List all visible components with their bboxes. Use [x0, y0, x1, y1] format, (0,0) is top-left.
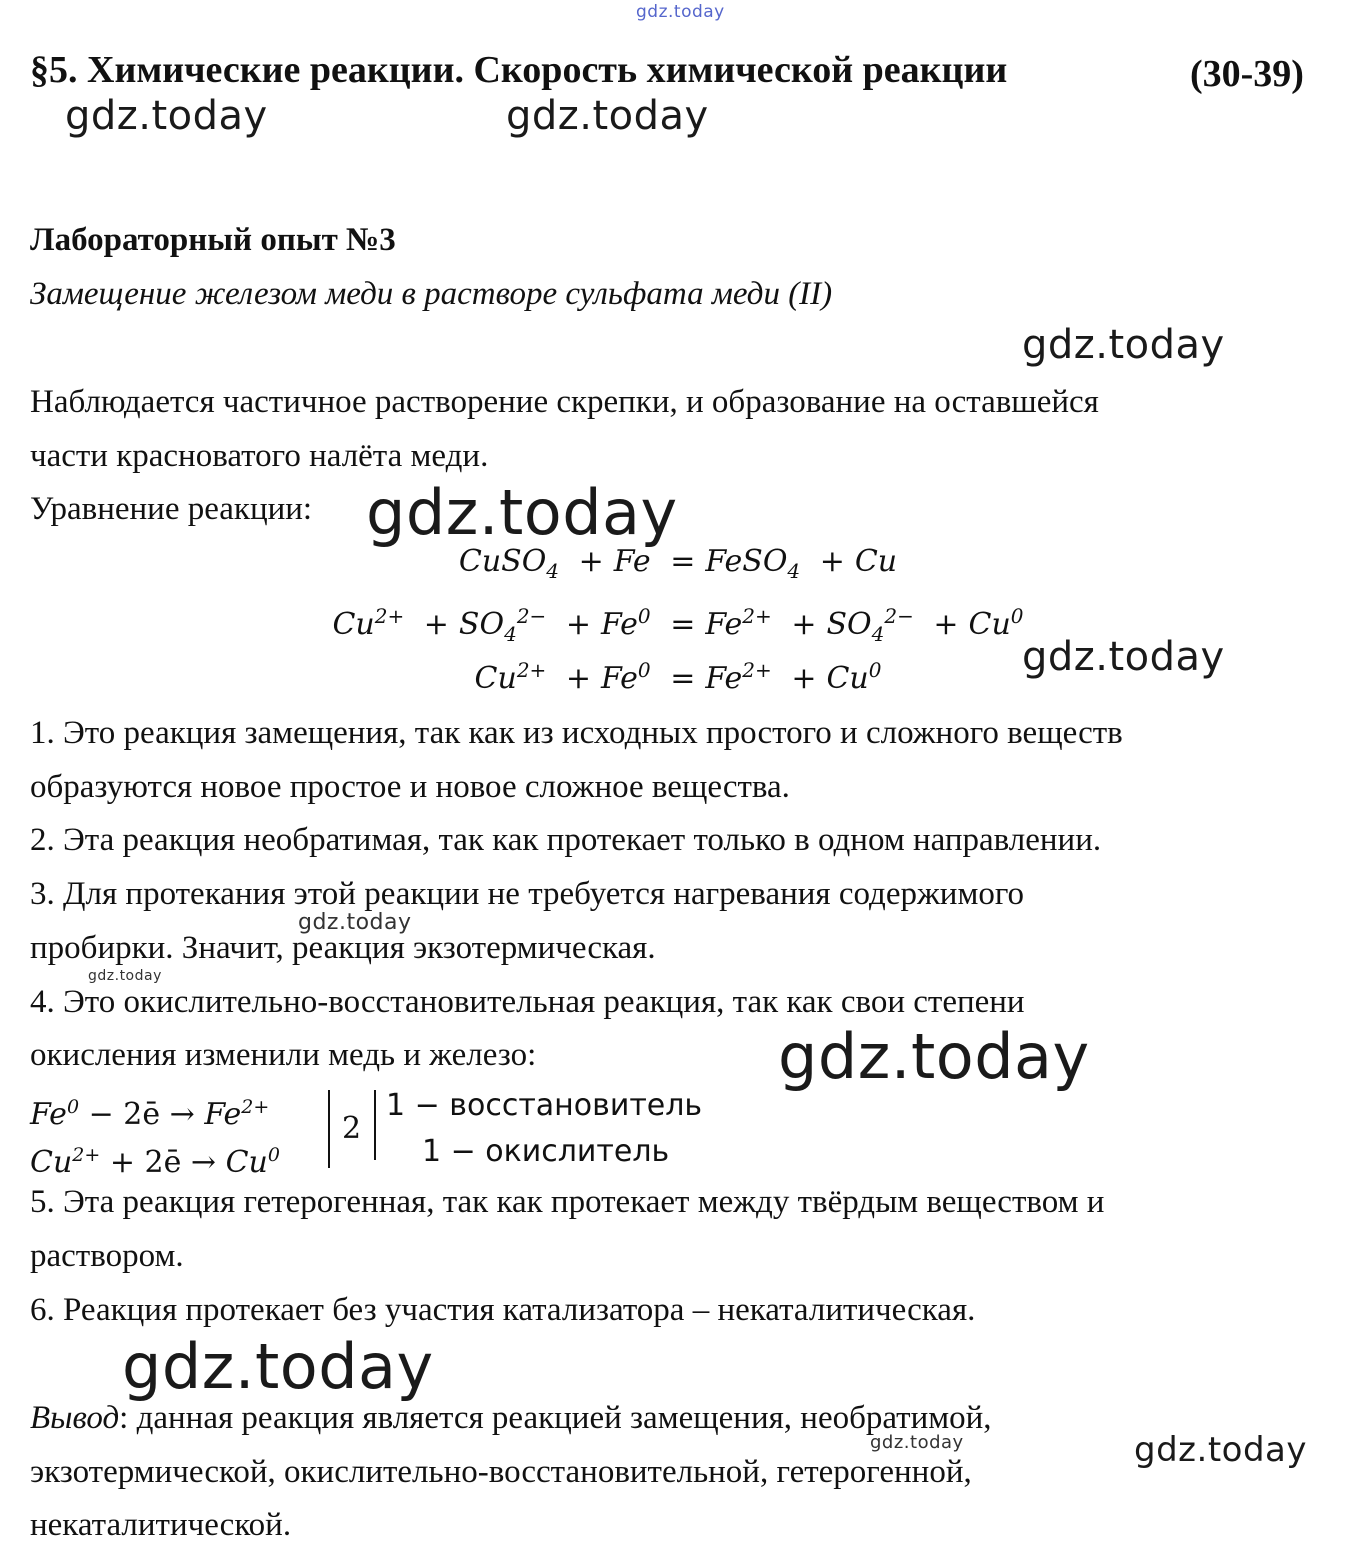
lab-subtitle: Замещение железом меди в растворе сульфата меди (II) — [30, 276, 833, 312]
point-3-cont: пробирки. Значит, реакция экзотермическая. — [30, 930, 656, 966]
point-3: 3. Для протекания этой реакции не требуется нагревания содержимого — [30, 876, 1025, 912]
electron-lcm: 2 — [342, 1111, 362, 1146]
point-5-cont: раствором. — [30, 1238, 184, 1274]
watermark: gdz.today — [1022, 634, 1225, 680]
conclusion-label: Вывод — [30, 1400, 120, 1436]
point-5: 5. Эта реакция гетерогенная, так как протекает между твёрдым веществом и — [30, 1184, 1105, 1220]
watermark: gdz.today — [366, 476, 678, 549]
full-ionic-equation: $Cu^{2+} + SO_4^{2-} + Fe^0 = Fe^{2+} + SO_4^{2-} + Cu^0$ — [332, 604, 1024, 646]
watermark: gdz.today — [1134, 1430, 1307, 1470]
point-1-cont: образуются новое простое и новое сложное вещества. — [30, 769, 790, 805]
conclusion-line: Вывод: данная реакция является реакцией замещения, необратимой, — [30, 1400, 992, 1436]
short-ionic-equation: $Cu^{2+} + Fe^0 = Fe^{2+} + Cu^0$ — [474, 658, 882, 696]
balance-divider — [328, 1090, 330, 1168]
conclusion-line: экзотермической, окислительно-восстановительной, гетерогенной, — [30, 1454, 972, 1490]
oxidizer-label: 1 − окислитель — [422, 1134, 670, 1169]
point-2: 2. Эта реакция необратимая, так как протекает только в одном направлении. — [30, 822, 1102, 858]
point-1: 1. Это реакция замещения, так как из исходных простого и сложного веществ — [30, 715, 1123, 751]
molecular-equation: CuSO$_4$ + Fe = FeSO$_4$ + Cu — [458, 544, 898, 583]
equation-label: Уравнение реакции: — [30, 491, 313, 527]
page-title: §5. Химические реакции. Скорость химической реакции — [30, 49, 1008, 91]
watermark: gdz.today — [65, 93, 268, 139]
watermark: gdz.today — [88, 968, 162, 984]
reducer-label: 1 − восстановитель — [386, 1088, 703, 1123]
oxidation-half-reaction: Fe$^0$ − 2ē → $Fe^{2+}$ — [30, 1096, 270, 1132]
observation-line: Наблюдается частичное растворение скрепки, и образование на оставшейся — [30, 384, 1099, 420]
watermark: gdz.today — [1022, 322, 1225, 368]
watermark: gdz.today — [506, 93, 709, 139]
balance-divider — [374, 1090, 376, 1160]
conclusion-line: некаталитической. — [30, 1507, 292, 1543]
point-4-cont: окисления изменили медь и железо: — [30, 1037, 537, 1073]
watermark: gdz.today — [778, 1020, 1090, 1093]
watermark: gdz.today — [870, 1432, 964, 1453]
reduction-half-reaction: $Cu^{2+}$ + 2ē → Cu$^0$ — [30, 1144, 280, 1180]
point-6: 6. Реакция протекает без участия катализатора – некаталитическая. — [30, 1292, 976, 1328]
lab-heading: Лабораторный опыт №3 — [30, 222, 396, 258]
watermark: gdz.today — [122, 1330, 434, 1403]
watermark: gdz.today — [298, 910, 412, 935]
point-4: 4. Это окислительно-восстановительная реакция, так как свои степени — [30, 984, 1025, 1020]
watermark-top: gdz.today — [636, 2, 725, 22]
observation-line: части красноватого налёта меди. — [30, 438, 489, 474]
page-range: (30-39) — [1190, 53, 1304, 95]
